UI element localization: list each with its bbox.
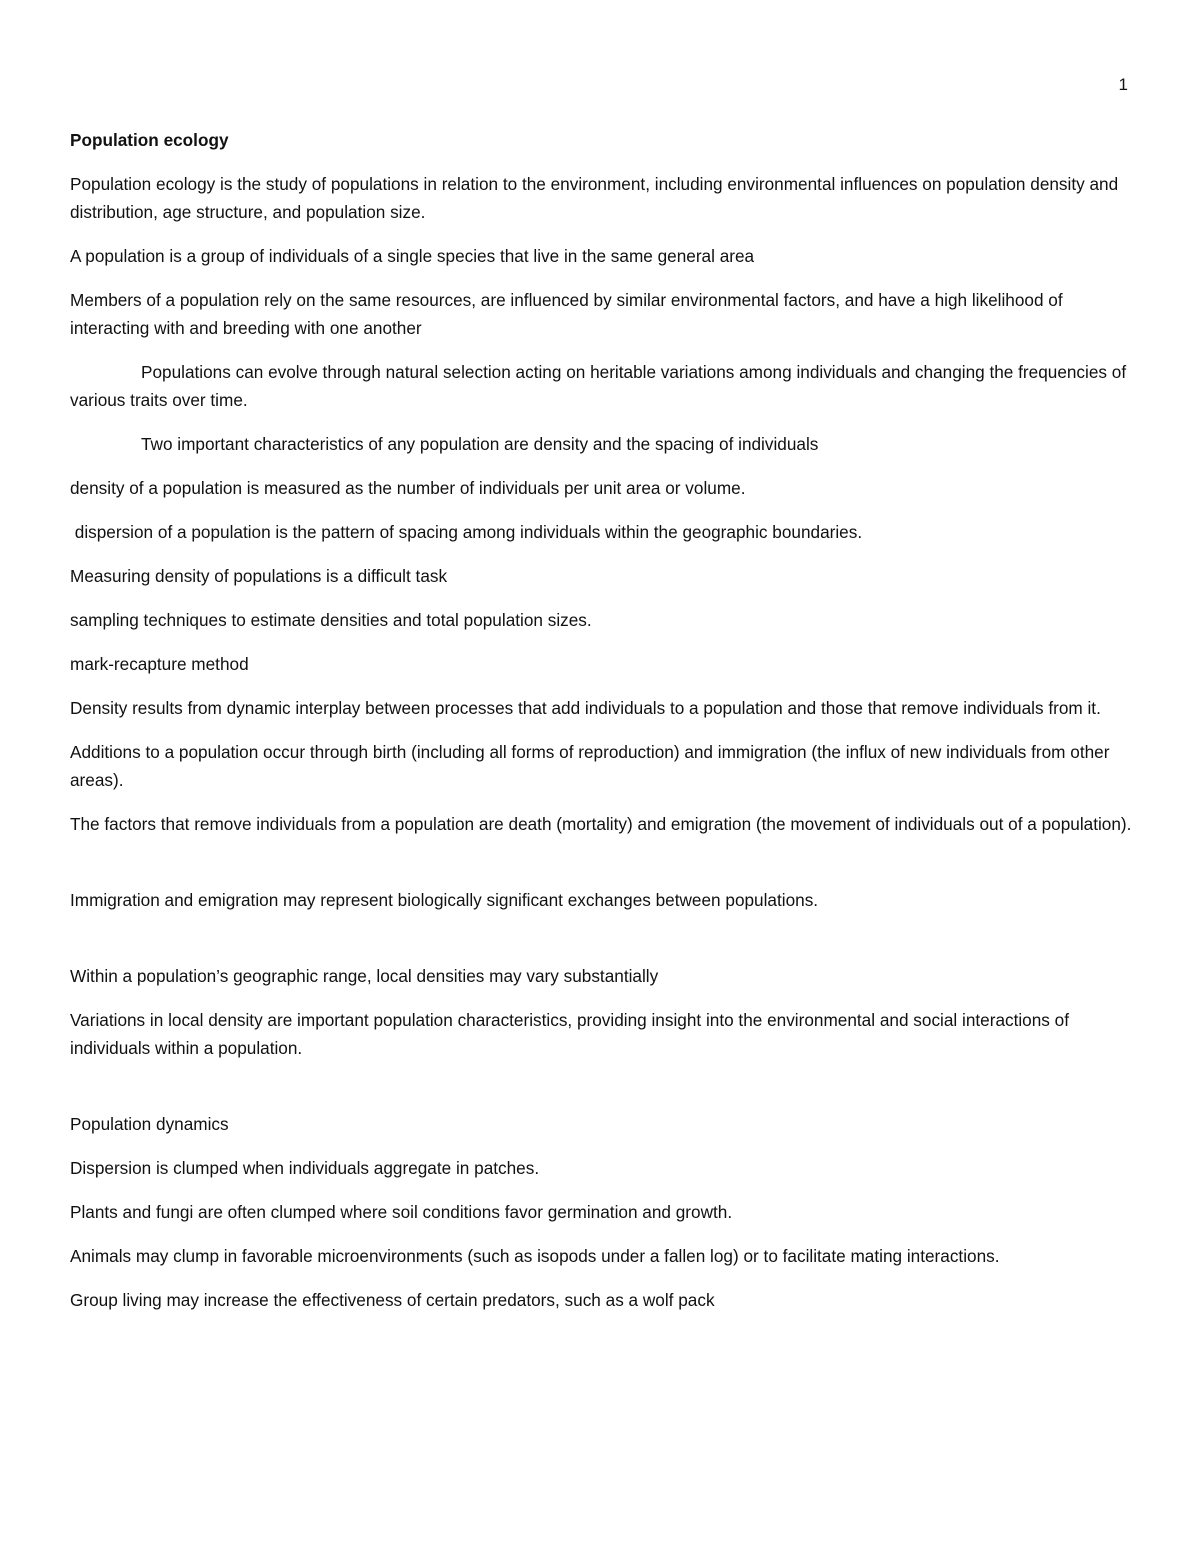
- page-number: 1: [1118, 75, 1128, 94]
- paragraph: mark-recapture method: [70, 654, 249, 674]
- paragraph: Animals may clump in favorable microenvironments (such as isopods under a fallen log) or to facilitate mating interactions.: [70, 1246, 1000, 1266]
- paragraph: A population is a group of individuals of a single species that live in the same general area: [70, 246, 755, 266]
- paragraph: Dispersion is clumped when individuals aggregate in patches.: [70, 1158, 540, 1178]
- paragraph: Two important characteristics of any population are density and the spacing of individuals: [141, 434, 819, 454]
- paragraph: Population ecology is the study of populations in relation to the environment, including environmental influences on population density and distribution, age structure, and population size.: [70, 174, 1119, 222]
- paragraph: Density results from dynamic interplay between processes that add individuals to a population and those that remove individuals from it.: [70, 698, 1101, 718]
- paragraph: The factors that remove individuals from a population are death (mortality) and emigration (the movement of individuals out of a population).: [70, 814, 1132, 834]
- paragraph: Plants and fungi are often clumped where soil conditions favor germination and growth.: [70, 1202, 733, 1222]
- paragraph: Populations can evolve through natural selection acting on heritable variations among individuals and changing the frequencies of various traits over time.: [70, 362, 1127, 410]
- paragraph: density of a population is measured as the number of individuals per unit area or volume.: [70, 478, 746, 498]
- paragraph: dispersion of a population is the pattern of spacing among individuals within the geographic boundaries.: [70, 522, 863, 542]
- paragraph: Additions to a population occur through birth (including all forms of reproduction) and immigration (the influx of new individuals from other areas).: [70, 742, 1110, 790]
- paragraph: Immigration and emigration may represent biologically significant exchanges between populations.: [70, 890, 819, 910]
- paragraph: Variations in local density are important population characteristics, providing insight into the environmental and social interactions of individuals within a population.: [70, 1010, 1070, 1058]
- section-heading: Population dynamics: [70, 1114, 229, 1134]
- document-title: Population ecology: [70, 130, 229, 150]
- paragraph: Measuring density of populations is a difficult task: [70, 566, 448, 586]
- document-body: [70, 126, 1132, 1330]
- paragraph: Within a population’s geographic range, local densities may vary substantially: [70, 966, 659, 986]
- paragraph: Group living may increase the effectiveness of certain predators, such as a wolf pack: [70, 1290, 715, 1310]
- paragraph: sampling techniques to estimate densities and total population sizes.: [70, 610, 592, 630]
- paragraph: Members of a population rely on the same resources, are influenced by similar environmental factors, and have a high likelihood of interacting with and breeding with one another: [70, 290, 1063, 338]
